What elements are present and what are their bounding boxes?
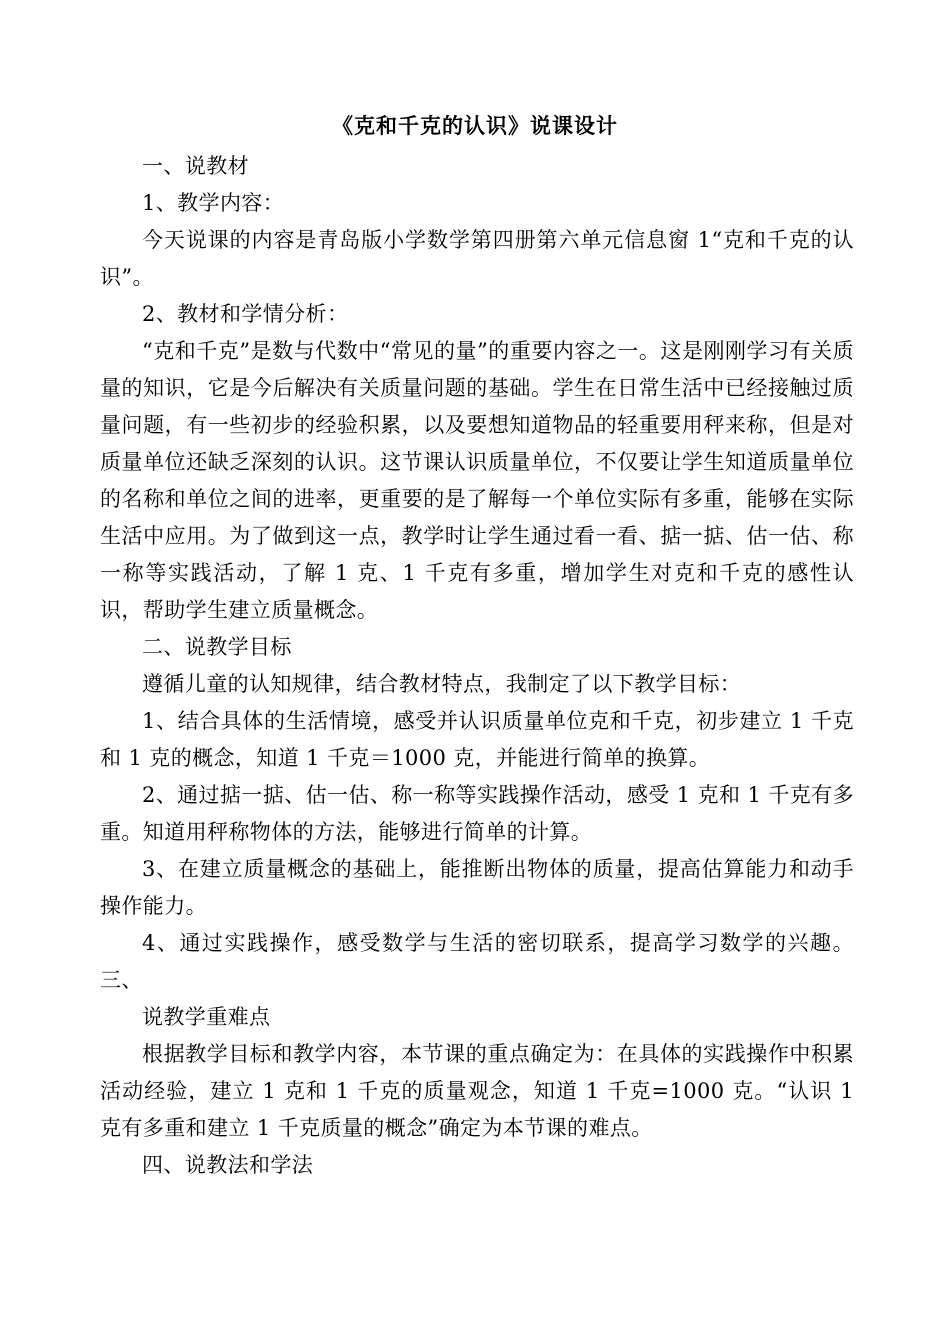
section-heading-textbook: 一、说教材 — [142, 154, 249, 178]
section-heading-methods: 四、说教法和学法 — [142, 1153, 314, 1177]
paragraph-analysis: “克和千克”是数与代数中“常见的量”的重要内容之一。这是刚刚学习有关质量的知识，它是今后解决有关质量问题的基础。学生在日常生活中已经接触过质量问题，有一些初步的经验积累，以及要想知道物品的轻重要用秤来称，但是对质量单位还缺乏深刻的认识。这节课认识质量单位，不仅要让学生知道质量单位的名称和单位之间的进率，更重要的是了解每一个单位实际有多重，能够在实际生活中应用。为了做到这一点，教学时让学生通过看一看、掂一掂、估一估、称一称等实践活动，了解 1 克、1 千克有多重，增加学生对克和千克的感性认识，帮助学生建立质量概念。 — [100, 339, 854, 622]
document-title: 《克和千克的认识》说课设计 — [332, 114, 618, 138]
subheading-analysis: 2、教材和学情分析： — [142, 302, 349, 326]
objective-1: 1、结合具体的生活情境，感受并认识质量单位克和千克，初步建立 1 千克和 1 克的概念，知道 1 千克＝1000 克，并能进行简单的换算。 — [100, 709, 854, 770]
objective-4: 4、通过实践操作，感受数学与生活的密切联系，提高学习数学的兴趣。三、 — [100, 931, 854, 992]
subheading-teaching-content: 1、教学内容： — [142, 191, 285, 215]
paragraph-objectives-intro: 遵循儿童的认知规律，结合教材特点，我制定了以下教学目标： — [142, 672, 742, 696]
paragraph-teaching-content: 今天说课的内容是青岛版小学数学第四册第六单元信息窗 1“克和千克的认识”。 — [100, 228, 854, 289]
objective-2: 2、通过掂一掂、估一估、称一称等实践操作活动，感受 1 克和 1 千克有多重。知道用秤称物体的方法，能够进行简单的计算。 — [100, 783, 854, 844]
section-heading-key-points: 说教学重难点 — [142, 1005, 271, 1029]
objective-3: 3、在建立质量概念的基础上，能推断出物体的质量，提高估算能力和动手操作能力。 — [100, 857, 854, 918]
paragraph-key-points: 根据教学目标和教学内容，本节课的重点确定为：在具体的实践操作中积累活动经验，建立 1 克和 1 千克的质量观念，知道 1 千克=1000 克。“认识 1 克有多重和建立 1 千克质量的概念”确定为本节课的难点。 — [100, 1042, 854, 1140]
section-heading-objectives: 二、说教学目标 — [142, 635, 292, 659]
document-body — [100, 148, 854, 1184]
